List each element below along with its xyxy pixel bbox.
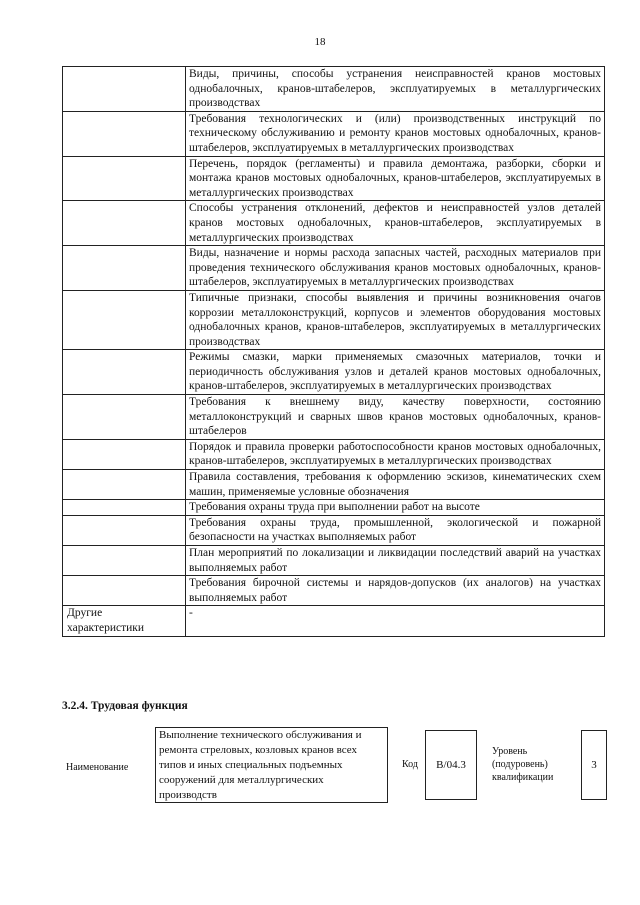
table-cell-content: Виды, причины, способы устранения неисправностей кранов мостовых однобалочных, кранов-штабелеров, эксплуатируемых в металлургических производствах	[186, 67, 605, 112]
section-heading: 3.2.4. Трудовая функция	[62, 700, 188, 712]
table-row	[63, 470, 605, 500]
table-row	[63, 156, 605, 201]
table-cell-label	[63, 350, 186, 395]
table-cell-label	[63, 576, 186, 606]
table-cell-content: Виды, назначение и нормы расхода запасных частей, расходных материалов при проведения технического обслуживания кранов мостовых однобалочных, кранов-штабелеров, эксплуатируемых в металлургических производствах	[186, 246, 605, 291]
table-row	[63, 201, 605, 246]
table-cell-label: Другие характеристики	[63, 606, 186, 636]
table-cell-content: Требования охраны труда, промышленной, экологической и пожарной безопасности на участках выполняемых работ	[186, 515, 605, 545]
table-row	[63, 67, 605, 112]
table-row	[63, 515, 605, 545]
table-cell-label	[63, 500, 186, 516]
table-cell-label	[63, 395, 186, 440]
table-cell-content: Типичные признаки, способы выявления и причины возникновения очагов коррозии металлоконструкций, корпусов и элементов оборудования мостовых однобалочных кранов, кранов-штабелеров, эксплуатируемых в металлургических производствах	[186, 290, 605, 349]
table-cell-content: Требования технологических и (или) производственных инструкций по техническому обслуживанию и ремонту кранов мостовых однобалочных, кранов-штабелеров, эксплуатируемых в металлургических производствах	[186, 111, 605, 156]
qualification-level-label: Уровень (подуровень) квалификации	[492, 746, 554, 783]
table-cell-content: Требования охраны труда при выполнении работ на высоте	[186, 500, 605, 516]
function-name-label: Наименование	[66, 762, 129, 773]
table-row	[63, 576, 605, 606]
table-cell-content: Режимы смазки, марки применяемых смазочных материалов, точки и периодичность обслуживания узлов и деталей кранов мостовых однобалочных, кранов-штабелеров, эксплуатируемых в металлургических производствах	[186, 350, 605, 395]
table-cell-label	[63, 201, 186, 246]
function-name-box: Выполнение технического обслуживания и ремонта стреловых, козловых кранов всех типов и иных специальных подъемных сооружений для металлургических производств	[155, 727, 388, 803]
function-code-box: B/04.3	[425, 730, 477, 800]
table-row	[63, 246, 605, 291]
table-cell-content: Правила составления, требования к оформлению эскизов, кинематических схем машин, применяемые условные обозначения	[186, 470, 605, 500]
table-cell-label	[63, 546, 186, 576]
function-code-label: Код	[402, 759, 418, 770]
table-cell-content: -	[186, 606, 605, 636]
table-cell-label	[63, 67, 186, 112]
table-row	[63, 111, 605, 156]
requirements-table	[62, 66, 605, 637]
table-cell-content: Порядок и правила проверки работоспособности кранов мостовых однобалочных, кранов-штабелеров, эксплуатируемых в металлургических производствах	[186, 439, 605, 469]
table-cell-content: Способы устранения отклонений, дефектов и неисправностей узлов деталей кранов мостовых однобалочных, кранов-штабелеров, эксплуатируемых в металлургических производствах	[186, 201, 605, 246]
qualification-level-box: 3	[581, 730, 607, 800]
table-cell-label	[63, 111, 186, 156]
table-row	[63, 439, 605, 469]
table-cell-label	[63, 246, 186, 291]
table-row	[63, 290, 605, 349]
table-cell-label	[63, 470, 186, 500]
table-cell-label	[63, 439, 186, 469]
table-row	[63, 606, 605, 636]
table-cell-content: Требования к внешнему виду, качеству поверхности, состоянию металлоконструкций и сварных швов кранов мостовых однобалочных, кранов-штабелеров	[186, 395, 605, 440]
table-row	[63, 350, 605, 395]
table-cell-label	[63, 515, 186, 545]
table-row	[63, 546, 605, 576]
table-row	[63, 395, 605, 440]
table-cell-label	[63, 156, 186, 201]
table-cell-label	[63, 290, 186, 349]
requirements-table-body	[63, 67, 605, 637]
table-cell-content: Перечень, порядок (регламенты) и правила демонтажа, разборки, сборки и монтажа кранов мостовых однобалочных, кранов-штабелеров, эксплуатируемых в металлургических производствах	[186, 156, 605, 201]
table-cell-content: Требования бирочной системы и нарядов-допусков (их аналогов) на участках выполняемых работ	[186, 576, 605, 606]
table-row	[63, 500, 605, 516]
page-number: 18	[314, 36, 326, 48]
table-cell-content: План мероприятий по локализации и ликвидации последствий аварий на участках выполняемых работ	[186, 546, 605, 576]
